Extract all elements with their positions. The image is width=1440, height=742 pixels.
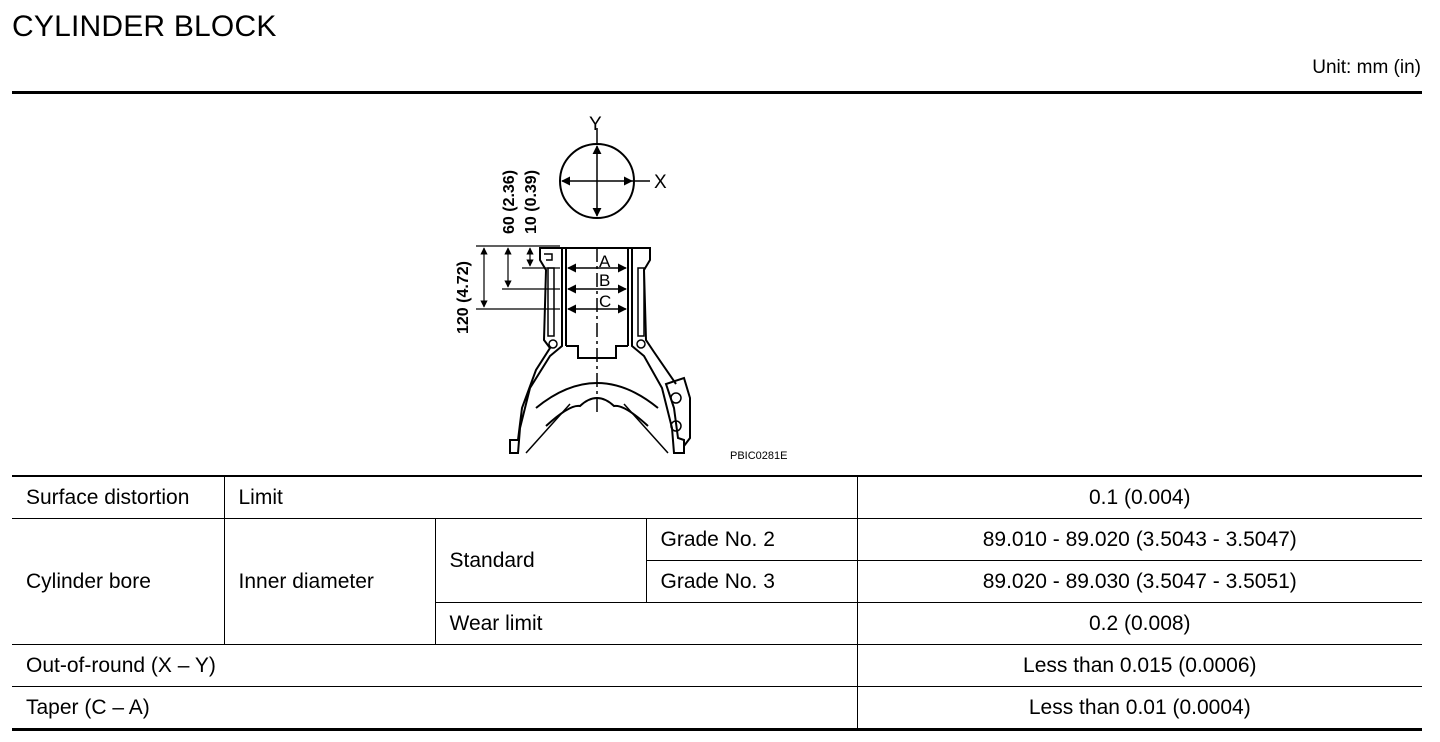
grade-2-label: Grade No. 2 bbox=[646, 519, 857, 561]
out-of-round-label: Out-of-round (X – Y) bbox=[12, 645, 857, 687]
unit-label: Unit: mm (in) bbox=[1312, 57, 1421, 78]
page-title: CYLINDER BLOCK bbox=[12, 10, 277, 43]
limit-label: Limit bbox=[224, 476, 857, 519]
grade-3-label: Grade No. 3 bbox=[646, 561, 857, 603]
grade-2-value: 89.010 - 89.020 (3.5043 - 3.5047) bbox=[857, 519, 1422, 561]
spec-table bbox=[12, 475, 1422, 731]
dimension-10-label: 10 (0.39) bbox=[523, 169, 540, 234]
table-row bbox=[12, 645, 1422, 687]
table-row bbox=[12, 476, 1422, 519]
dimension-60-label: 60 (2.36) bbox=[501, 169, 518, 234]
standard-label: Standard bbox=[435, 519, 646, 603]
axis-y-label: Y bbox=[589, 114, 602, 135]
table-row bbox=[12, 519, 1422, 561]
point-c-label: C bbox=[599, 292, 612, 311]
cylinder-bore-diagram bbox=[440, 108, 820, 468]
wear-limit-value: 0.2 (0.008) bbox=[857, 603, 1422, 645]
dimension-120-label: 120 (4.72) bbox=[455, 261, 472, 334]
axis-x-label: X bbox=[654, 172, 667, 193]
grade-3-value: 89.020 - 89.030 (3.5047 - 3.5051) bbox=[857, 561, 1422, 603]
point-a-label: A bbox=[599, 252, 611, 271]
inner-diameter-label: Inner diameter bbox=[224, 519, 435, 645]
header-divider bbox=[12, 91, 1422, 94]
cylinder-diagram-svg bbox=[440, 108, 820, 468]
surface-distortion-label: Surface distortion bbox=[12, 476, 224, 519]
out-of-round-value: Less than 0.015 (0.0006) bbox=[857, 645, 1422, 687]
figure-code: PBIC0281E bbox=[730, 450, 788, 462]
taper-value: Less than 0.01 (0.0004) bbox=[857, 687, 1422, 730]
wear-limit-label: Wear limit bbox=[435, 603, 857, 645]
point-b-label: B bbox=[599, 271, 611, 290]
cylinder-bore-label: Cylinder bore bbox=[12, 519, 224, 645]
taper-label: Taper (C – A) bbox=[12, 687, 857, 730]
surface-distortion-value: 0.1 (0.004) bbox=[857, 476, 1422, 519]
table-row bbox=[12, 687, 1422, 730]
